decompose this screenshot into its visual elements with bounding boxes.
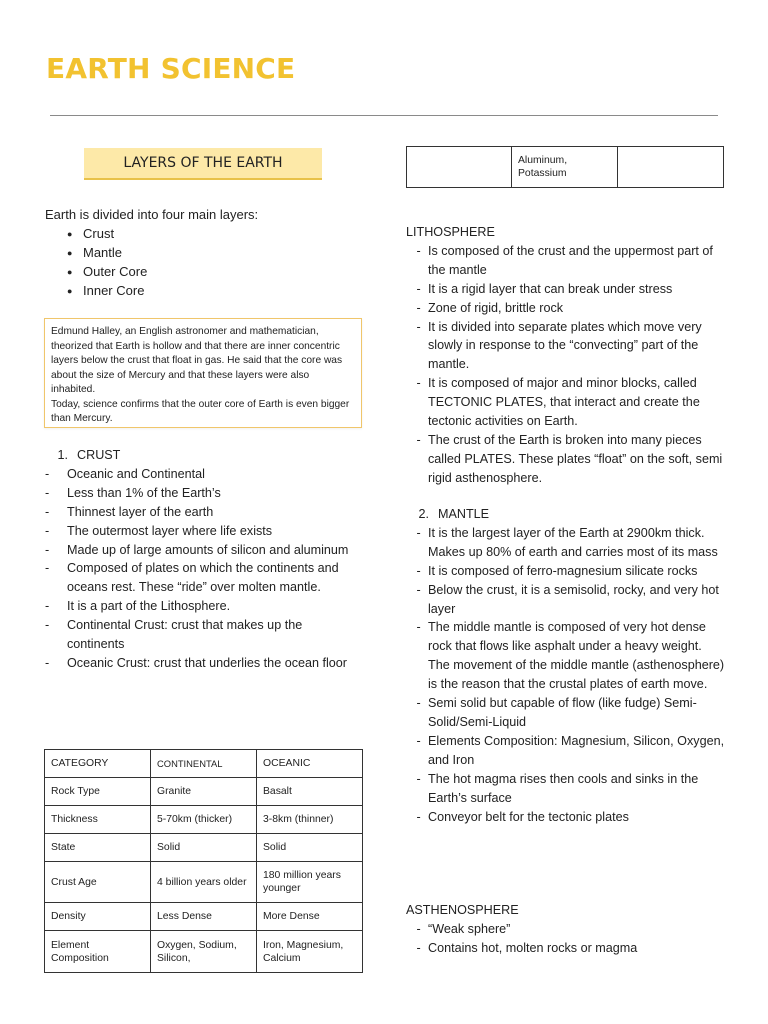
crust-section	[45, 446, 363, 673]
list-item: - Elements Composition: Magnesium, Silicon, Oxygen, and Iron	[406, 733, 725, 767]
table-cell: Less Dense	[151, 903, 257, 931]
list-item: - Zone of rigid, brittle rock	[406, 300, 564, 315]
table-cell: Crust Age	[45, 862, 151, 903]
table-row	[45, 806, 363, 834]
section-banner: LAYERS OF THE EARTH	[84, 148, 322, 180]
table-cell: Thickness	[45, 806, 151, 834]
table-cell: 180 million years younger	[257, 862, 363, 903]
mantle-heading	[406, 505, 726, 524]
table-row	[45, 778, 363, 806]
list-item: - Composed of plates on which the continents and oceans rest. These “ride” over molten mantle.	[45, 561, 339, 595]
table-cell: Solid	[257, 834, 363, 862]
table-cell: Iron, Magnesium, Calcium	[257, 931, 363, 973]
asthenosphere-section	[406, 901, 726, 958]
table-cell: Rock Type	[45, 778, 151, 806]
crust-heading	[45, 446, 363, 465]
asthenosphere-heading: ASTHENOSPHERE	[406, 903, 519, 917]
list-item: ● Mantle	[67, 243, 258, 262]
table-cell: Element Composition	[45, 931, 151, 973]
table-cell: Density	[45, 903, 151, 931]
continued-table-row	[406, 146, 724, 188]
table-cell	[407, 147, 512, 188]
list-item: ● Inner Core	[67, 281, 258, 300]
title-divider	[50, 115, 718, 116]
lithosphere-section	[406, 223, 726, 488]
list-item: - It is a rigid layer that can break under stress	[406, 281, 673, 296]
table-cell: 5-70km (thicker)	[151, 806, 257, 834]
list-item: - “Weak sphere”	[406, 921, 511, 936]
table-cell: More Dense	[257, 903, 363, 931]
table-cell: 4 billion years older	[151, 862, 257, 903]
table-header-cell: CATEGORY	[45, 750, 151, 778]
note-paragraph: Edmund Halley, an English astronomer and mathematician, theorized that Earth is hollow and that there are inner concentric layers below the crust that float in gas. He said that the core was about the size of Mercury and that these layers were also inhabited.	[51, 326, 343, 395]
table-header-row	[45, 750, 363, 778]
list-item: - Continental Crust: crust that makes up the continents	[45, 618, 303, 652]
crust-number: 1.	[57, 448, 68, 462]
list-item: - It is divided into separate plates which move very slowly in response to the “convecting” part of the mantle.	[406, 319, 702, 372]
list-item: - Conveyor belt for the tectonic plates	[406, 809, 629, 824]
table-cell	[618, 147, 724, 188]
intro-block	[45, 205, 258, 300]
list-item: - It is a part of the Lithosphere.	[45, 599, 231, 614]
table-row	[407, 147, 724, 188]
list-item: - Is composed of the crust and the uppermost part of the mantle	[406, 243, 713, 277]
table-row	[45, 834, 363, 862]
table-cell: Solid	[151, 834, 257, 862]
list-item: - The middle mantle is composed of very hot dense rock that flows like asphalt under a heavy weight. The movement of the middle mantle (asthenosphere) is the reason that the crustal plates of earth move.	[406, 620, 725, 692]
halley-note-box	[44, 318, 362, 428]
list-item: - Oceanic Crust: crust that underlies the ocean floor	[45, 655, 348, 670]
table-cell: Oxygen, Sodium, Silicon,	[151, 931, 257, 973]
list-item: - The crust of the Earth is broken into many pieces called PLATES. These plates “float” on the soft, semi rigid asthenosphere.	[406, 432, 723, 485]
table-header-cell: CONTINENTAL	[151, 750, 257, 778]
crust-title: CRUST	[77, 448, 121, 462]
table-cell: Granite	[151, 778, 257, 806]
list-item: - Semi solid but capable of flow (like fudge) Semi-Solid/Semi-Liquid	[406, 696, 697, 729]
table-cell: 3-8km (thinner)	[257, 806, 363, 834]
intro-lead: Earth is divided into four main layers:	[45, 207, 259, 222]
list-item: ● Crust	[67, 224, 258, 243]
table-cell: Aluminum, Potassium	[512, 147, 618, 188]
list-item: - It is composed of major and minor blocks, called TECTONIC PLATES, that interact and create the tectonic activities on Earth.	[406, 376, 700, 429]
list-item: - Less than 1% of the Earth’s	[45, 485, 221, 500]
note-paragraph: Today, science confirms that the outer core of Earth is even bigger than Mercury.	[51, 398, 350, 424]
list-item: - Below the crust, it is a semisolid, rocky, and very hot layer	[406, 582, 719, 616]
list-item: - Made up of large amounts of silicon and aluminum	[45, 542, 349, 557]
mantle-number: 2.	[418, 507, 429, 521]
list-item: - It is composed of ferro-magnesium silicate rocks	[406, 563, 698, 578]
list-item: - The hot magma rises then cools and sinks in the Earth’s surface	[406, 771, 699, 805]
table-cell: State	[45, 834, 151, 862]
table-row	[45, 862, 363, 903]
list-item: - The outermost layer where life exists	[45, 523, 273, 538]
table-row	[45, 903, 363, 931]
crust-comparison-table	[44, 749, 363, 973]
list-item: - Oceanic and Continental	[45, 466, 205, 481]
mantle-title: MANTLE	[438, 507, 490, 521]
lithosphere-heading: LITHOSPHERE	[406, 225, 495, 239]
list-item: - Thinnest layer of the earth	[45, 504, 214, 519]
table-row	[45, 931, 363, 973]
layers-list	[45, 224, 258, 300]
page-title: EARTH SCIENCE	[46, 52, 296, 85]
table-header-cell: OCEANIC	[257, 750, 363, 778]
list-item: - Contains hot, molten rocks or magma	[406, 940, 638, 955]
table-cell: Basalt	[257, 778, 363, 806]
list-item: - It is the largest layer of the Earth at 2900km thick. Makes up 80% of earth and carries most of its mass	[406, 525, 718, 559]
mantle-section	[406, 505, 726, 826]
list-item: ● Outer Core	[67, 262, 258, 281]
